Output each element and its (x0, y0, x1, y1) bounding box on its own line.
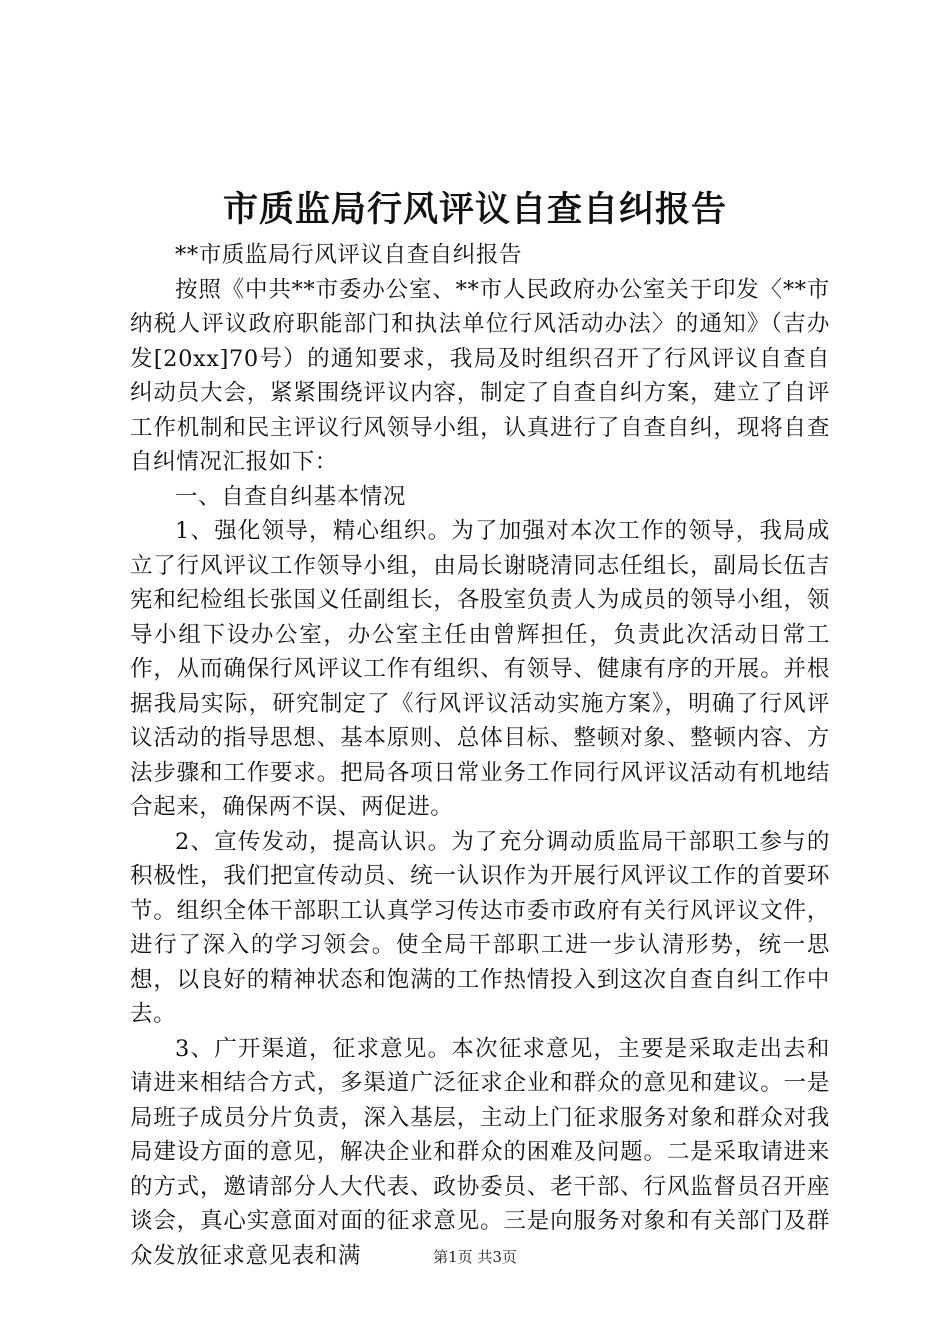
body-paragraph-item-1: 1、强化领导，精心组织。为了加强对本次工作的领导，我局成立了行风评议工作领导小组，由局长谢晓清同志任组长，副局长伍吉宪和纪检组长张国义任副组长，各股室负责人为成员的领导小组，领导小组下设办公室，办公室主任由曾辉担任，负责此次活动日常工作，从而确保行风评议工作有组织、有领导、健康有序的开展。并根据我局实际，研究制定了《行风评议活动实施方案》，明确了行风评议活动的指导思想、基本原则、总体目标、整顿对象、整顿内容、方法步骤和工作要求。把局各项日常业务工作同行风评议活动有机地结合起来，确保两不误、两促进。 (130, 518, 830, 820)
section-heading: 一、自查自纠基本情况 (175, 483, 407, 510)
body-paragraph-intro: 按照《中共**市委办公室、**市人民政府办公室关于印发〈**市纳税人评议政府职能部门和执法单位行风活动办法〉的通知》（吉办发[20xx]70号）的通知要求，我局及时组织召开了行风评议自查自纠动员大会，紧紧围绕评议内容，制定了自查自纠方案，建立了自评工作机制和民主评议行风领导小组，认真进行了自查自纠，现将自查自纠情况汇报如下： (130, 276, 830, 475)
body-paragraph-item-2: 2、宣传发动，提高认识。为了充分调动质监局干部职工参与的积极性，我们把宣传动员、统一认识作为开展行风评议工作的首要环节。组织全体干部职工认真学习传达市委市政府有关行风评议文件，进行了深入的学习领会。使全局干部职工进一步认清形势，统一思想，以良好的精神状态和饱满的工作热情投入到这次自查自纠工作中去。 (130, 828, 830, 1027)
page-footer: 第1页 共3页 (433, 1248, 517, 1266)
body-paragraph-subtitle: **市质监局行风评议自查自纠报告 (175, 242, 523, 268)
body-paragraph-item-3: 3、广开渠道，征求意见。本次征求意见，主要是采取走出去和请进来相结合方式，多渠道广泛征求企业和群众的意见和建议。一是局班子成员分片负责，深入基层，主动上门征求服务对象和群众对我局建设方面的意见，解决企业和群众的困难及问题。二是采取请进来的方式，邀请部分人大代表、政协委员、老干部、行风监督员召开座谈会，真心实意面对面的征求意见。三是向服务对象和有关部门及群众发放征求意见表和满 (130, 1035, 830, 1269)
document-body (130, 238, 830, 1273)
document-title: 市质监局行风评议自查自纠报告 (222, 189, 727, 230)
